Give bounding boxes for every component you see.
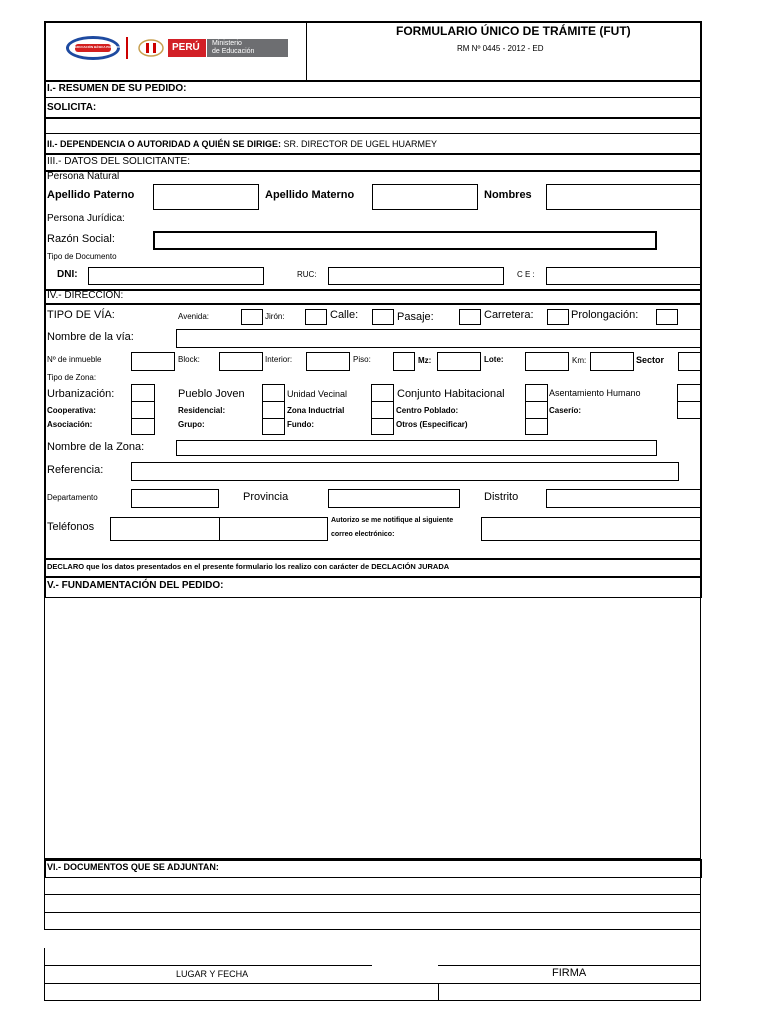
ministry-box: [207, 39, 288, 57]
persona-natural-label: Persona Natural: [47, 171, 120, 182]
otros-label: Otros (Especificar): [396, 420, 468, 429]
cooperativa-label: Cooperativa:: [47, 406, 96, 415]
block-field[interactable]: [219, 352, 263, 371]
sector-label: Sector: [636, 355, 665, 365]
block-label: Block:: [178, 355, 200, 364]
prolongacion-label: Prolongación:: [571, 309, 639, 321]
distrito-label: Distrito: [484, 491, 519, 503]
lote-label: Lote:: [484, 355, 504, 364]
logo-text: EDUCACIÓN BÁSICA PARA TODOS: [75, 45, 126, 49]
carretera-label: Carretera:: [484, 309, 534, 321]
solicita-label: SOLICITA:: [47, 102, 97, 113]
autorizo-line2: correo electrónico:: [331, 531, 395, 538]
caserio-label: Caserío:: [549, 406, 582, 415]
mz-label: Mz:: [418, 356, 432, 365]
fundo-checkbox[interactable]: [371, 418, 394, 435]
asociacion-label: Asociación:: [47, 420, 93, 429]
piso-field[interactable]: [393, 352, 415, 371]
departamento-field[interactable]: [131, 489, 219, 508]
section-2-value: SR. DIRECTOR DE UGEL HUARMEY: [281, 139, 438, 149]
n-inmueble-label: Nº de inmueble: [47, 355, 102, 364]
lote-field[interactable]: [525, 352, 569, 371]
distrito-field[interactable]: [546, 489, 701, 508]
conjunto-habitacional-label: Conjunto Habitacional: [397, 388, 505, 400]
apellido-paterno-field[interactable]: [153, 184, 259, 210]
piso-label: Piso:: [353, 355, 371, 364]
nombre-via-label: Nombre de la vía:: [47, 331, 134, 343]
jiron-checkbox[interactable]: [305, 309, 327, 325]
lugar-fecha-field[interactable]: [44, 983, 439, 1001]
telefonos-label: Teléfonos: [47, 521, 95, 533]
caserio-checkbox[interactable]: [677, 401, 701, 419]
peru-box: [168, 39, 206, 57]
residencial-checkbox[interactable]: [262, 401, 285, 419]
ministry-line2: de Educación: [212, 48, 255, 55]
jiron-label: Jirón:: [265, 312, 285, 321]
urbanizacion-checkbox[interactable]: [131, 384, 155, 402]
n-inmueble-field[interactable]: [131, 352, 175, 371]
sector-field[interactable]: [678, 352, 701, 371]
ruc-label: RUC:: [297, 270, 317, 279]
section-4-title: IV.- DIRECCIÓN:: [47, 290, 124, 301]
pueblo-joven-label: Pueblo Joven: [178, 388, 245, 400]
firma-label: FIRMA: [552, 967, 587, 979]
email-field[interactable]: [481, 517, 701, 541]
documento-row-1[interactable]: [44, 878, 701, 895]
persona-juridica-label: Persona Jurídica:: [47, 213, 125, 224]
calle-label: Calle:: [330, 309, 359, 321]
tipo-documento-label: Tipo de Documento: [47, 252, 117, 261]
referencia-field[interactable]: [131, 462, 679, 481]
lugar-fecha-label: LUGAR Y FECHA: [176, 969, 249, 979]
mz-field[interactable]: [437, 352, 481, 371]
telefono-1-field[interactable]: [110, 517, 220, 541]
provincia-field[interactable]: [328, 489, 460, 508]
grupo-label: Grupo:: [178, 420, 205, 429]
km-field[interactable]: [590, 352, 634, 371]
departamento-label: Departamento: [47, 493, 98, 502]
dni-field[interactable]: [88, 267, 264, 285]
provincia-label: Provincia: [243, 491, 289, 503]
interior-label: Interior:: [265, 355, 293, 364]
otros-checkbox[interactable]: [525, 418, 548, 435]
apellido-materno-label: Apellido Materno: [265, 189, 355, 201]
nombre-zona-label: Nombre de la Zona:: [47, 441, 145, 453]
asentamiento-humano-checkbox[interactable]: [677, 384, 701, 402]
tipo-via-label: TIPO DE VÍA:: [47, 309, 115, 321]
carretera-checkbox[interactable]: [547, 309, 569, 325]
asentamiento-humano-label: Asentamiento Humano: [549, 388, 641, 398]
section-6-title: VI.- DOCUMENTOS QUE SE ADJUNTAN:: [47, 862, 219, 872]
section-1-title: I.- RESUMEN DE SU PEDIDO:: [47, 83, 187, 94]
asociacion-checkbox[interactable]: [131, 418, 155, 435]
pasaje-checkbox[interactable]: [459, 309, 481, 325]
section-3-title: III.- DATOS DEL SOLICITANTE:: [47, 156, 190, 167]
avenida-label: Avenida:: [178, 312, 209, 321]
urbanizacion-label: Urbanización:: [47, 388, 115, 400]
documento-row-2[interactable]: [44, 895, 701, 913]
centro-poblado-label: Centro Poblado:: [396, 406, 459, 415]
ruc-field[interactable]: [328, 267, 504, 285]
cooperativa-checkbox[interactable]: [131, 401, 155, 419]
section-5-title: V.- FUNDAMENTACIÓN DEL PEDIDO:: [47, 580, 224, 591]
ministry-line1: Ministerio: [212, 40, 242, 47]
nombre-zona-field[interactable]: [176, 440, 657, 456]
nombre-via-field[interactable]: [176, 329, 701, 348]
grupo-checkbox[interactable]: [262, 418, 285, 435]
unidad-vecinal-checkbox[interactable]: [371, 384, 394, 402]
education-badge-icon: [66, 36, 126, 60]
telefono-2-field[interactable]: [219, 517, 328, 541]
conjunto-habitacional-checkbox[interactable]: [525, 384, 548, 402]
section-2-line: [47, 140, 437, 149]
tipo-zona-label: Tipo de Zona:: [47, 373, 97, 382]
razon-social-field[interactable]: [153, 231, 657, 250]
razon-social-label: Razón Social:: [47, 233, 115, 245]
form-title: FORMULARIO ÚNICO DE TRÁMITE (FUT): [396, 24, 631, 38]
section-2-label: II.- DEPENDENCIA O AUTORIDAD A QUIÉN SE DIRIGE:: [47, 139, 282, 149]
referencia-label: Referencia:: [47, 464, 104, 476]
autorizo-line1: Autorizo se me notifique al siguiente: [331, 517, 454, 524]
documento-row-3[interactable]: [44, 913, 701, 930]
apellido-materno-field[interactable]: [372, 184, 478, 210]
avenida-checkbox[interactable]: [241, 309, 263, 325]
zona-industrial-checkbox[interactable]: [371, 401, 394, 419]
nombres-label: Nombres: [484, 189, 532, 201]
zona-industrial-label: Zona Inductrial: [287, 406, 345, 415]
peru-text: PERÚ: [172, 42, 200, 53]
fundo-label: Fundo:: [287, 420, 315, 429]
fundamentacion-area[interactable]: [44, 598, 701, 859]
residencial-label: Residencial:: [178, 406, 226, 415]
calle-checkbox[interactable]: [372, 309, 394, 325]
rm-number: RM Nº 0445 - 2012 - ED: [457, 44, 544, 53]
pueblo-joven-checkbox[interactable]: [262, 384, 285, 402]
unidad-vecinal-label: Unidad Vecinal: [287, 389, 348, 399]
declaration-text: DECLARO que los datos presentados en el presente formulario los realizo con carácter de DECLACIÓN JURADA: [47, 562, 450, 571]
nombres-field[interactable]: [546, 184, 701, 210]
pasaje-label: Pasaje:: [397, 311, 434, 323]
firma-field[interactable]: [438, 983, 701, 1001]
km-label: Km:: [572, 356, 587, 365]
prolongacion-checkbox[interactable]: [656, 309, 678, 325]
ce-label: C E :: [517, 270, 535, 279]
dni-label: DNI:: [57, 269, 78, 280]
peru-shield-icon: [138, 39, 164, 57]
centro-poblado-checkbox[interactable]: [525, 401, 548, 419]
interior-field[interactable]: [306, 352, 350, 371]
logo-divider: [126, 37, 128, 59]
apellido-paterno-label: Apellido Paterno: [47, 189, 135, 201]
ce-field[interactable]: [546, 267, 701, 285]
